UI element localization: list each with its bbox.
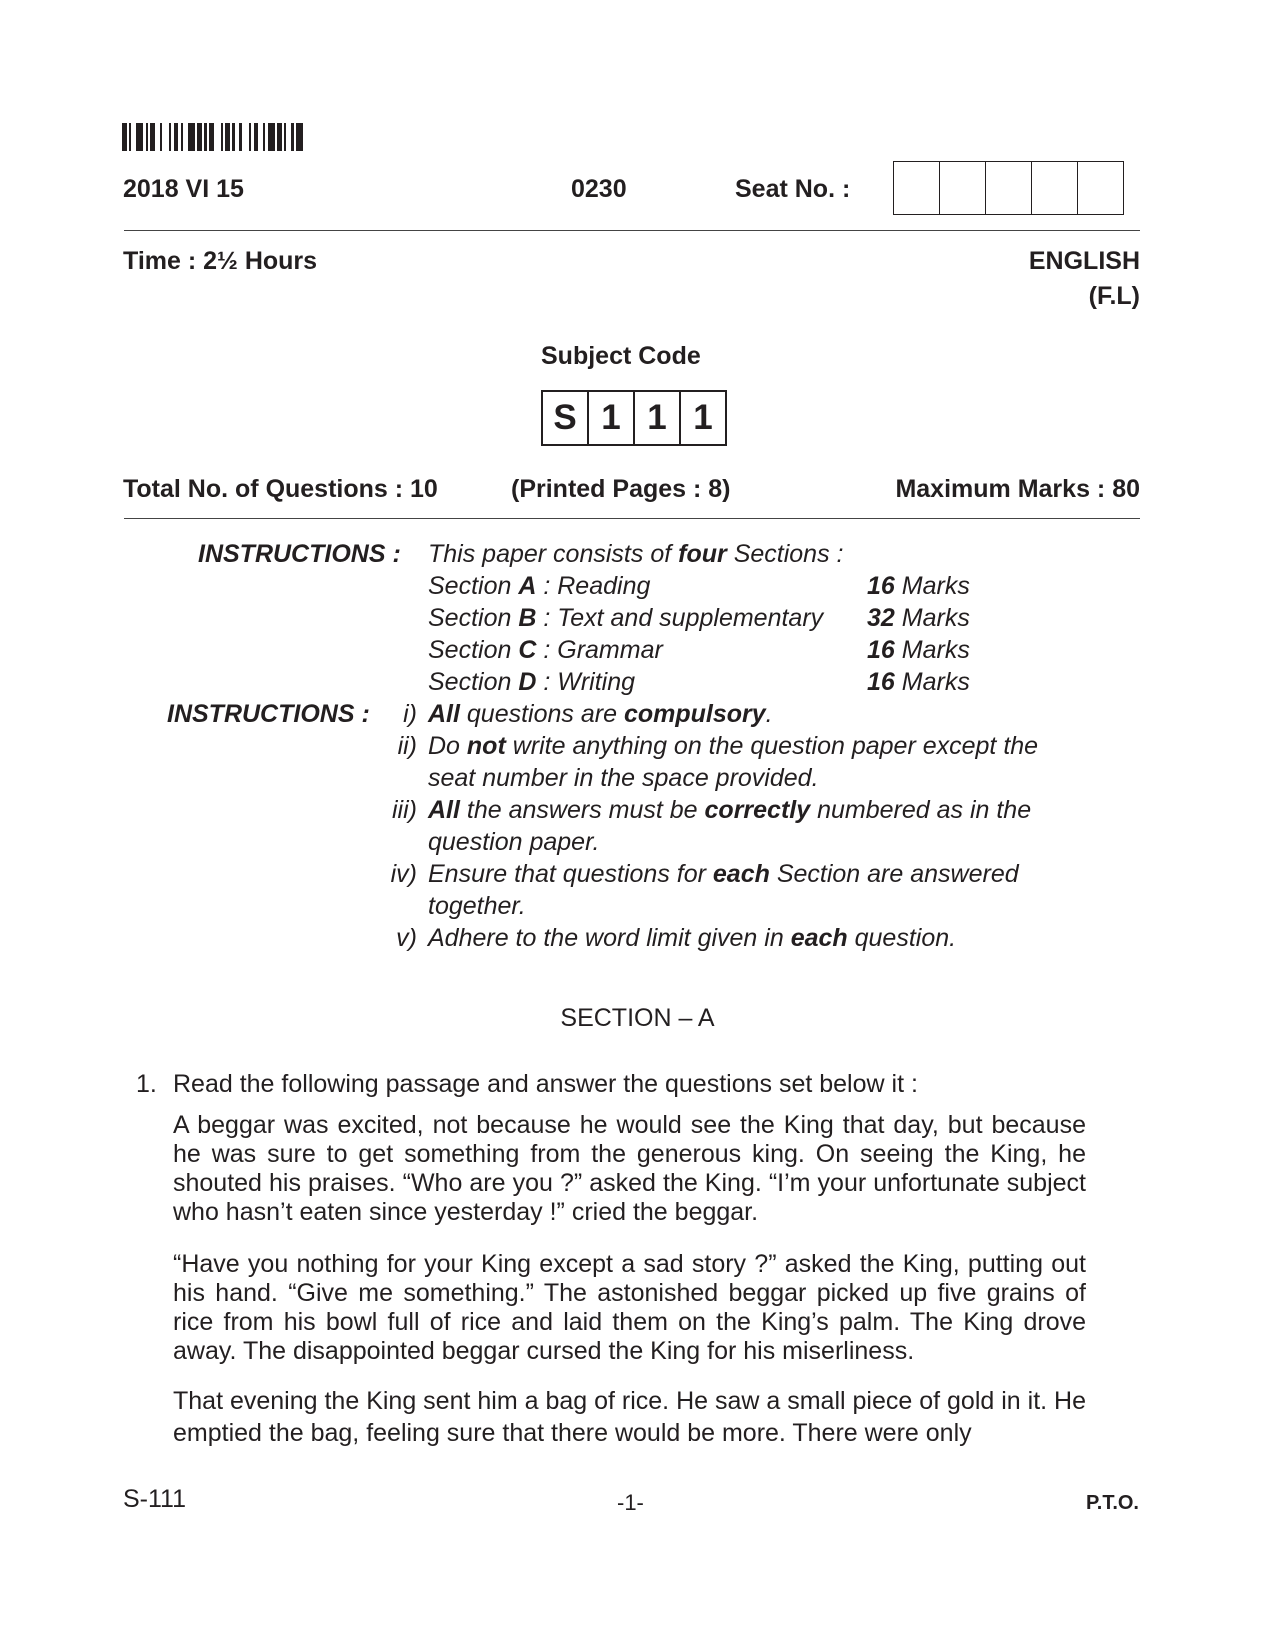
printed-pages: (Printed Pages : 8) (511, 475, 731, 503)
instruction-number: ii) (397, 732, 417, 760)
seat-box[interactable] (986, 162, 1032, 214)
section-row: Section A : Reading (428, 572, 651, 600)
instruction-text: Do not write anything on the question paper except the (428, 732, 1039, 760)
header-divider (124, 230, 1140, 231)
subject-sub: (F.L) (1088, 282, 1140, 310)
subject-code-char: 1 (693, 398, 713, 437)
seat-number-boxes[interactable] (893, 161, 1124, 215)
instruction-number: iii) (392, 796, 417, 824)
paper-number: 0230 (571, 175, 627, 203)
subject-code-char: 1 (589, 392, 635, 444)
info-divider (124, 518, 1140, 519)
barcode-bar (303, 123, 308, 151)
seat-box[interactable] (894, 162, 940, 214)
section-row: Section B : Text and supplementary (428, 604, 824, 632)
sections-intro: This paper consists of four Sections : (428, 540, 844, 568)
barcode-bar (296, 123, 303, 151)
instruction-number: i) (403, 700, 417, 728)
section-row: Section D : Writing (428, 668, 636, 696)
subject-code-char: 1 (635, 392, 681, 444)
footer-code: S-111 (123, 1485, 187, 1513)
barcode-bar (268, 123, 275, 151)
time-label: Time : 2½ Hours (123, 247, 318, 275)
pto-label: P.T.O. (1086, 1492, 1139, 1514)
question-number: 1. (136, 1070, 157, 1098)
section-marks: 16 Marks (867, 668, 970, 696)
instruction-number: v) (396, 924, 417, 952)
passage-paragraph: “Have you nothing for your King except a sad story ?” asked the King, putting out his hand. “Give me something.” The astonished beggar picked up five grains of rice from his bowl full of rice and laid them on the King’s palm. The King drove away. The disappointed beggar cursed the King for his miserliness. (173, 1250, 1086, 1365)
sections-instructions-label: INSTRUCTIONS : (198, 540, 401, 568)
instruction-text: All questions are compulsory. (428, 700, 773, 728)
barcode-bar (242, 123, 249, 151)
passage (173, 1385, 1086, 1449)
section-marks: 16 Marks (867, 636, 970, 664)
maximum-marks: Maximum Marks : 80 (895, 475, 1140, 503)
section-marks: 32 Marks (867, 604, 970, 632)
passage (173, 1250, 1086, 1366)
barcode-bar (162, 123, 169, 151)
instruction-text-cont: together. (428, 892, 526, 920)
barcode (122, 123, 308, 151)
instruction-text: Ensure that questions for each Section are answered (428, 860, 1019, 888)
subject-code-label: Subject Code (541, 342, 701, 370)
instructions-label: INSTRUCTIONS : (167, 700, 370, 728)
passage-paragraph: A beggar was excited, not because he would see the King that day, but because he was sure to get something from the generous king. On seeing the King, he shouted his praises. “Who are you ?” asked the King. “I’m your unfortunate subject who hasn’t eaten since yesterday !” cried the beggar. (173, 1111, 1086, 1226)
section-a-title: SECTION – A (560, 1004, 715, 1032)
instruction-text-cont: question paper. (428, 828, 600, 856)
seat-box[interactable] (1032, 162, 1078, 214)
instruction-text-cont: seat number in the space provided. (428, 764, 819, 792)
seat-box[interactable] (940, 162, 986, 214)
paper-code: 2018 VI 15 (123, 175, 244, 203)
instruction-text: Adhere to the word limit given in each question. (428, 924, 957, 952)
subject-name: ENGLISH (1028, 247, 1140, 275)
page-number: -1- (617, 1490, 644, 1515)
barcode-bar (188, 123, 195, 151)
subject-code-boxes (541, 390, 727, 446)
total-questions: Total No. of Questions : 10 (123, 475, 438, 503)
question-text: Read the following passage and answer the questions set below it : (173, 1070, 918, 1098)
barcode-bar (214, 123, 221, 151)
subject-code-char: S (543, 392, 589, 444)
instruction-text: All the answers must be correctly numbered as in the (428, 796, 1032, 824)
passage-paragraph: That evening the King sent him a bag of rice. He saw a small piece of gold in it. He emptied the bag, feeling sure that there would be more. There were only (173, 1387, 1086, 1447)
seat-box[interactable] (1078, 162, 1123, 214)
passage (173, 1111, 1086, 1227)
section-row: Section C : Grammar (428, 636, 663, 664)
instruction-number: iv) (390, 860, 417, 888)
section-marks: 16 Marks (867, 572, 970, 600)
seat-label: Seat No. : (735, 175, 851, 203)
barcode-bar (136, 123, 143, 151)
